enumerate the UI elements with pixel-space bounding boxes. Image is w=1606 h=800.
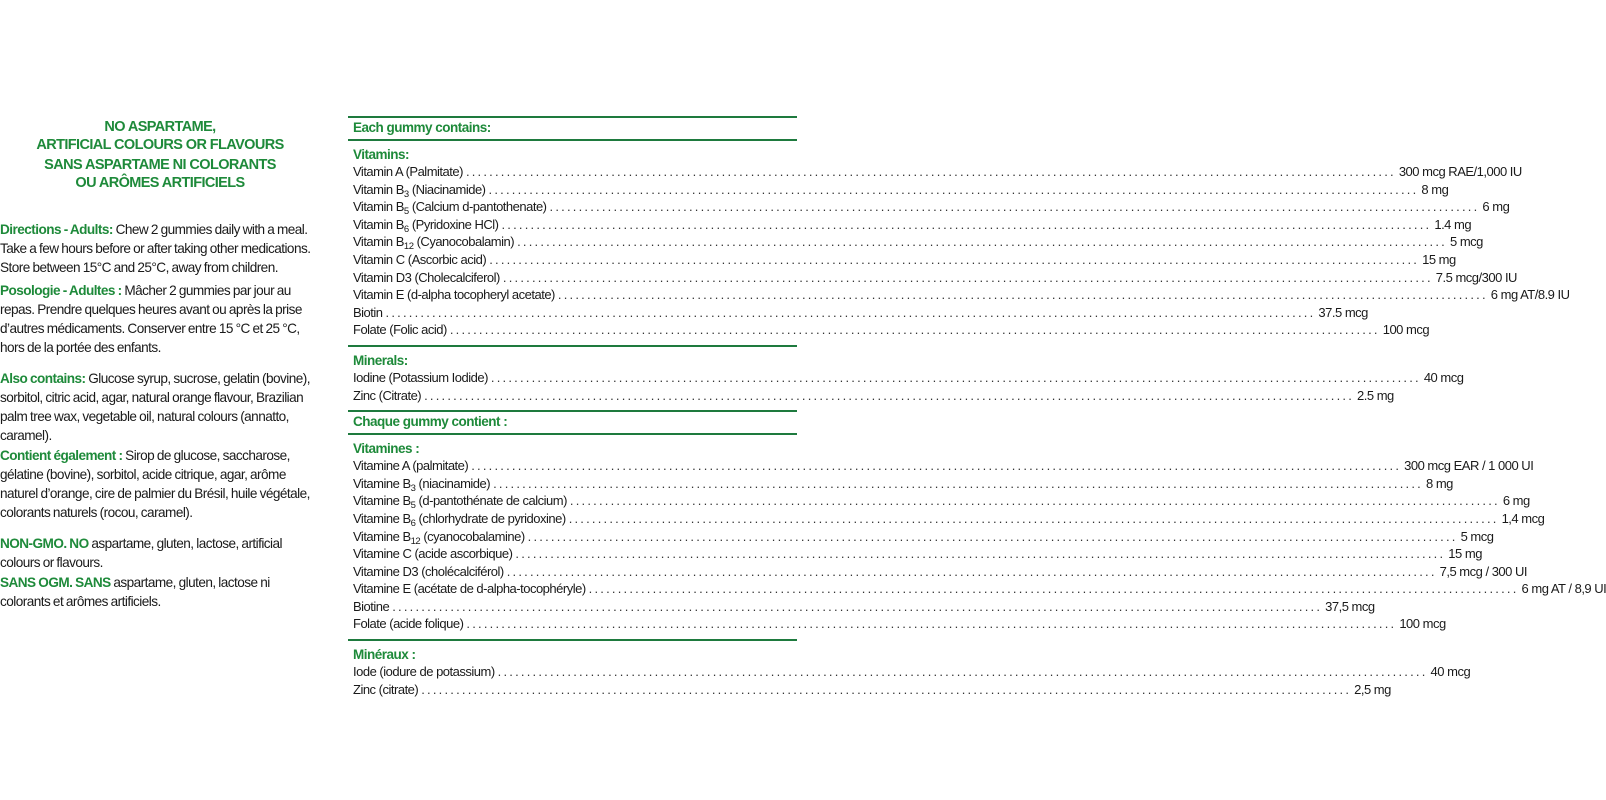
en-minerals-list [348,369,1464,404]
dot-leader: ................................................................................................................................................................ [515,546,1446,562]
nutrient-name-main: Vitamine B [353,475,411,491]
dot-leader: ................................................................................................................................................................ [466,616,1397,632]
nutrient-amount: 37,5 mcg [1325,598,1375,614]
nutrient-amount: 40 mcg [1423,369,1464,385]
divider [348,433,797,435]
contient-paragraph [0,446,320,522]
left-column [0,118,320,611]
nutrient-name [353,251,486,269]
headline [0,118,320,192]
nutrient-name-detail: (Potassium Iodide) [385,369,488,385]
nutrient-subscript: 5 [410,500,416,512]
nutrient-row [348,457,1534,475]
nutrient-name-main: Vitamin C [353,251,405,267]
nutrient-amount: 1.4 mg [1434,216,1472,232]
dot-leader: ................................................................................................................................................................ [392,598,1323,614]
nutrient-amount: 6 mg [1502,493,1530,509]
nutrient-subscript: 3 [403,188,409,200]
also-contains-label: Also contains: [0,371,86,386]
directions-text: Chew 2 gummies daily with a meal. Take a few hours before or after taking other medications. Store between 15°C and 25°C, away from children. [0,222,311,275]
nutrient-name-main: Vitamin B [353,234,404,250]
nutrient-row [348,615,1446,633]
nutrient-name-detail: (Ascorbic acid) [404,251,487,267]
nutrient-amount: 5 mcg [1460,528,1494,544]
nutrient-amount: 6 mg [1482,199,1510,215]
nutrient-row [348,475,1453,494]
dot-leader: ................................................................................................................................................................ [471,458,1402,474]
divider [348,345,797,347]
nutrient-name-detail: (Cyanocobalamin) [413,234,515,250]
nutrient-name [353,580,586,598]
nutrient-name-detail: (Folic acid) [386,322,447,338]
dot-leader: ................................................................................................................................................................ [502,269,1433,285]
nutrient-row [348,369,1464,387]
nutrient-name-main: Vitamine D3 [353,563,419,579]
headline-line-3: SANS ASPARTAME NI COLORANTS [44,157,276,173]
nutrient-name [353,681,418,699]
nutrient-name-detail: (cholécalciférol) [418,563,504,579]
directions-label: Directions - Adults: [0,222,113,237]
nutrient-name [353,304,383,322]
dot-leader: ................................................................................................................................................................ [517,234,1447,250]
dot-leader: ................................................................................................................................................................ [549,199,1480,215]
nutrient-name-main: Vitamin A [353,164,403,179]
nutrient-name [353,492,567,510]
nutrient-name-main: Vitamine B [353,528,411,544]
dot-leader: ................................................................................................................................................................ [449,322,1380,338]
nutrient-row [348,286,1570,304]
nutrient-amount: 7,5 mcg / 300 UI [1439,563,1528,579]
nutrient-name-detail: (cyanocobalamine) [420,528,525,544]
sans-ogm-label: SANS OGM. SANS [0,575,111,590]
nutrient-name-main: Biotine [353,598,390,614]
nutrient-name-detail: (Cholecalciferol) [411,269,500,285]
nutrient-amount: 8 mg [1421,181,1449,197]
sans-ogm-text: aspartame, gluten, lactose ni colorants et arômes artificiels. [0,575,270,609]
nutrient-name-detail: (Calcium d-pantothenate) [408,199,547,215]
headline-line-1: NO ASPARTAME, [104,119,216,135]
nutrient-name [353,369,488,387]
nutrient-subscript: 6 [403,223,409,235]
nutrient-name [353,216,498,234]
nutrient-row [348,580,1606,598]
nutrient-amount: 2.5 mg [1357,387,1394,403]
nutrient-row [348,269,1517,287]
nutrient-name [353,615,463,633]
nutrient-name-main: Vitamine A [353,458,410,474]
nutrient-name-detail: (chlorhydrate de pyridoxine) [415,510,566,526]
nutrient-name [353,321,447,339]
nutrient-name-main: Vitamine C [353,546,412,562]
nutrient-name [353,563,504,581]
nutrient-name-main: Vitamin B [353,181,404,197]
also-contains-paragraph [0,369,320,445]
dot-leader: ................................................................................................................................................................ [557,287,1488,303]
fr-vitamins-title: Vitamines : [353,441,420,457]
nutrient-row [348,251,1456,269]
dot-leader: ................................................................................................................................................................ [421,681,1352,697]
nutrient-name [353,528,525,546]
nutrient-name-main: Iode [353,664,377,680]
nutrient-name-main: Zinc [353,681,376,697]
nutrient-amount: 300 mcg RAE/1,000 IU [1398,164,1522,179]
nutrient-name-main: Vitamin D3 [353,269,412,285]
posologie-text: Mâcher 2 gummies par jour au repas. Prendre quelques heures avant ou après la prise d’autres médicaments. Conserver entre 15 °C et 25 °C, hors de la portée des enfants. [0,283,302,355]
nutrient-amount: 40 mcg [1430,664,1471,680]
dot-leader: ................................................................................................................................................................ [497,664,1428,680]
headline-line-4: OU ARÔMES ARTIFICIELS [75,175,245,191]
directions-paragraph [0,220,320,277]
divider [348,139,797,141]
nutrient-row [348,528,1494,547]
dot-leader: ................................................................................................................................................................ [489,251,1420,267]
dot-leader: ................................................................................................................................................................ [569,493,1500,509]
nutrient-row [348,563,1528,581]
nutrient-subscript: 12 [403,241,414,253]
non-gmo-text: aspartame, gluten, lactose, artificial colours or flavours. [0,536,283,570]
nutrient-name-detail: (iodure de potassium) [376,664,495,680]
nutrient-amount: 6 mg AT / 8,9 UI [1521,581,1606,597]
dot-leader: ................................................................................................................................................................ [568,510,1499,526]
dot-leader: ................................................................................................................................................................ [501,216,1432,232]
nutrient-row [348,510,1545,529]
nutrient-name-detail: (acide ascorbique) [411,546,513,562]
dot-leader: ................................................................................................................................................................ [385,304,1316,320]
nutrient-name [353,269,500,287]
fr-minerals-list [348,663,1471,698]
en-vitamins-title: Vitamins: [353,147,410,162]
nutrient-amount: 15 mg [1422,251,1456,267]
fr-panel-title: Chaque gummy contient : [353,414,508,430]
nutrient-name-detail: (Palmitate) [402,164,463,179]
dot-leader: ................................................................................................................................................................ [488,181,1419,197]
nutrient-amount: 5 mcg [1449,234,1483,250]
also-contains-text: Glucose syrup, sucrose, gelatin (bovine), sorbitol, citric acid, agar, natural orange flavour, Brazilian palm tree wax, vegetable oil, natural colours (annatto, caramel). [0,371,310,443]
nutrient-row [348,163,1522,181]
nutrition-panel [348,116,1606,698]
nutrient-row [348,304,1368,322]
nutrient-name [353,233,514,251]
nutrient-name [353,387,421,405]
contient-label: Contient également : [0,448,123,463]
nutrient-name [353,510,566,528]
sans-ogm-paragraph [0,573,320,611]
fr-vitamins-list [348,457,1606,633]
nutrient-subscript: 3 [410,482,416,494]
nutrient-name-detail: (d-pantothénate de calcium) [415,493,567,509]
dot-leader: ................................................................................................................................................................ [424,387,1355,403]
nutrient-row [348,233,1483,253]
nutrient-name-main: Folate [353,616,387,632]
nutrient-amount: 100 mcg [1399,616,1446,632]
nutrient-row [348,198,1510,218]
nutrient-amount: 6 mg AT/8.9 IU [1490,287,1570,303]
nutrient-name-detail: (Citrate) [375,387,422,403]
posologie-paragraph [0,281,320,357]
non-gmo-paragraph [0,534,320,572]
nutrient-amount: 7.5 mcg/300 IU [1435,269,1517,285]
nutrient-amount: 8 mg [1425,475,1453,491]
en-panel-title: Each gummy contains: [353,120,491,135]
nutrient-name [353,598,389,616]
nutrient-row [348,545,1482,563]
nutrient-name-detail: (citrate) [375,681,419,697]
nutrient-subscript: 5 [403,206,409,218]
nutrient-name-detail: (Pyridoxine HCl) [408,216,499,232]
nutrient-amount: 100 mcg [1382,322,1430,338]
headline-line-2: ARTIFICIAL COLOURS OR FLAVOURS [36,137,284,153]
contient-text: Sirop de glucose, saccharose, gélatine (bovine), sorbitol, acide citrique, agar, arôme naturel d’orange, cire de palmier du Brésil, huile végétale, colorants naturels (rocou, caramel). [0,448,310,520]
dot-leader: ................................................................................................................................................................ [527,528,1458,544]
nutrient-name-main: Biotin [353,304,383,320]
en-minerals-title: Minerals: [353,352,408,368]
nutrient-amount: 300 mcg EAR / 1 000 UI [1404,458,1534,474]
nutrient-amount: 15 mg [1448,546,1482,562]
nutrient-row [348,663,1471,681]
nutrient-name-main: Vitamin B [353,199,404,215]
nutrient-name [353,545,512,563]
posologie-label: Posologie - Adultes : [0,283,122,298]
nutrient-amount: 2,5 mg [1354,681,1391,697]
dot-leader: ................................................................................................................................................................ [588,581,1519,597]
nutrient-name-main: Iodine [353,369,386,385]
nutrient-name-detail: (acétate de d-alpha-tocophéryle) [410,581,586,597]
nutrient-name [353,181,486,199]
nutrient-name [353,163,463,181]
nutrient-name [353,457,468,475]
dot-leader: ................................................................................................................................................................ [493,475,1423,491]
nutrient-name-detail: (acide folique) [386,616,464,632]
nutrient-row [348,181,1449,200]
dot-leader: ................................................................................................................................................................ [465,164,1396,179]
dot-leader: ................................................................................................................................................................ [490,369,1421,385]
nutrient-name-main: Vitamin B [353,216,404,232]
en-vitamins-list [348,163,1570,339]
nutrient-row [348,321,1430,339]
nutrient-amount: 37.5 mcg [1318,304,1368,320]
nutrient-name [353,475,490,493]
nutrient-row [348,492,1530,512]
nutrient-name-main: Vitamin E [353,287,404,303]
nutrient-amount: 1,4 mcg [1501,510,1545,526]
dot-leader: ................................................................................................................................................................ [506,563,1437,579]
nutrient-row [348,387,1394,405]
fr-minerals-title: Minéraux : [353,647,416,663]
nutrient-name [353,198,547,216]
nutrient-name-main: Vitamine B [353,493,411,509]
nutrient-name-detail: (niacinamide) [415,475,491,491]
divider [348,639,797,641]
nutrient-name-detail: (palmitate) [409,458,469,474]
non-gmo-label: NON-GMO. NO [0,536,89,551]
nutrient-name-main: Vitamine E [353,581,411,597]
nutrient-name-detail: (d-alpha tocopheryl acetate) [403,287,555,303]
nutrient-subscript: 12 [410,535,421,547]
nutrient-name [353,663,495,681]
nutrient-row [348,598,1375,616]
nutrient-name-main: Folate [353,322,387,338]
nutrient-subscript: 6 [410,517,416,529]
nutrient-row [348,216,1472,235]
nutrient-name [353,286,555,304]
nutrient-name-detail: (Niacinamide) [408,181,486,197]
nutrient-name-main: Zinc [353,387,376,403]
nutrient-row [348,681,1391,699]
nutrient-name-main: Vitamine B [353,510,411,526]
